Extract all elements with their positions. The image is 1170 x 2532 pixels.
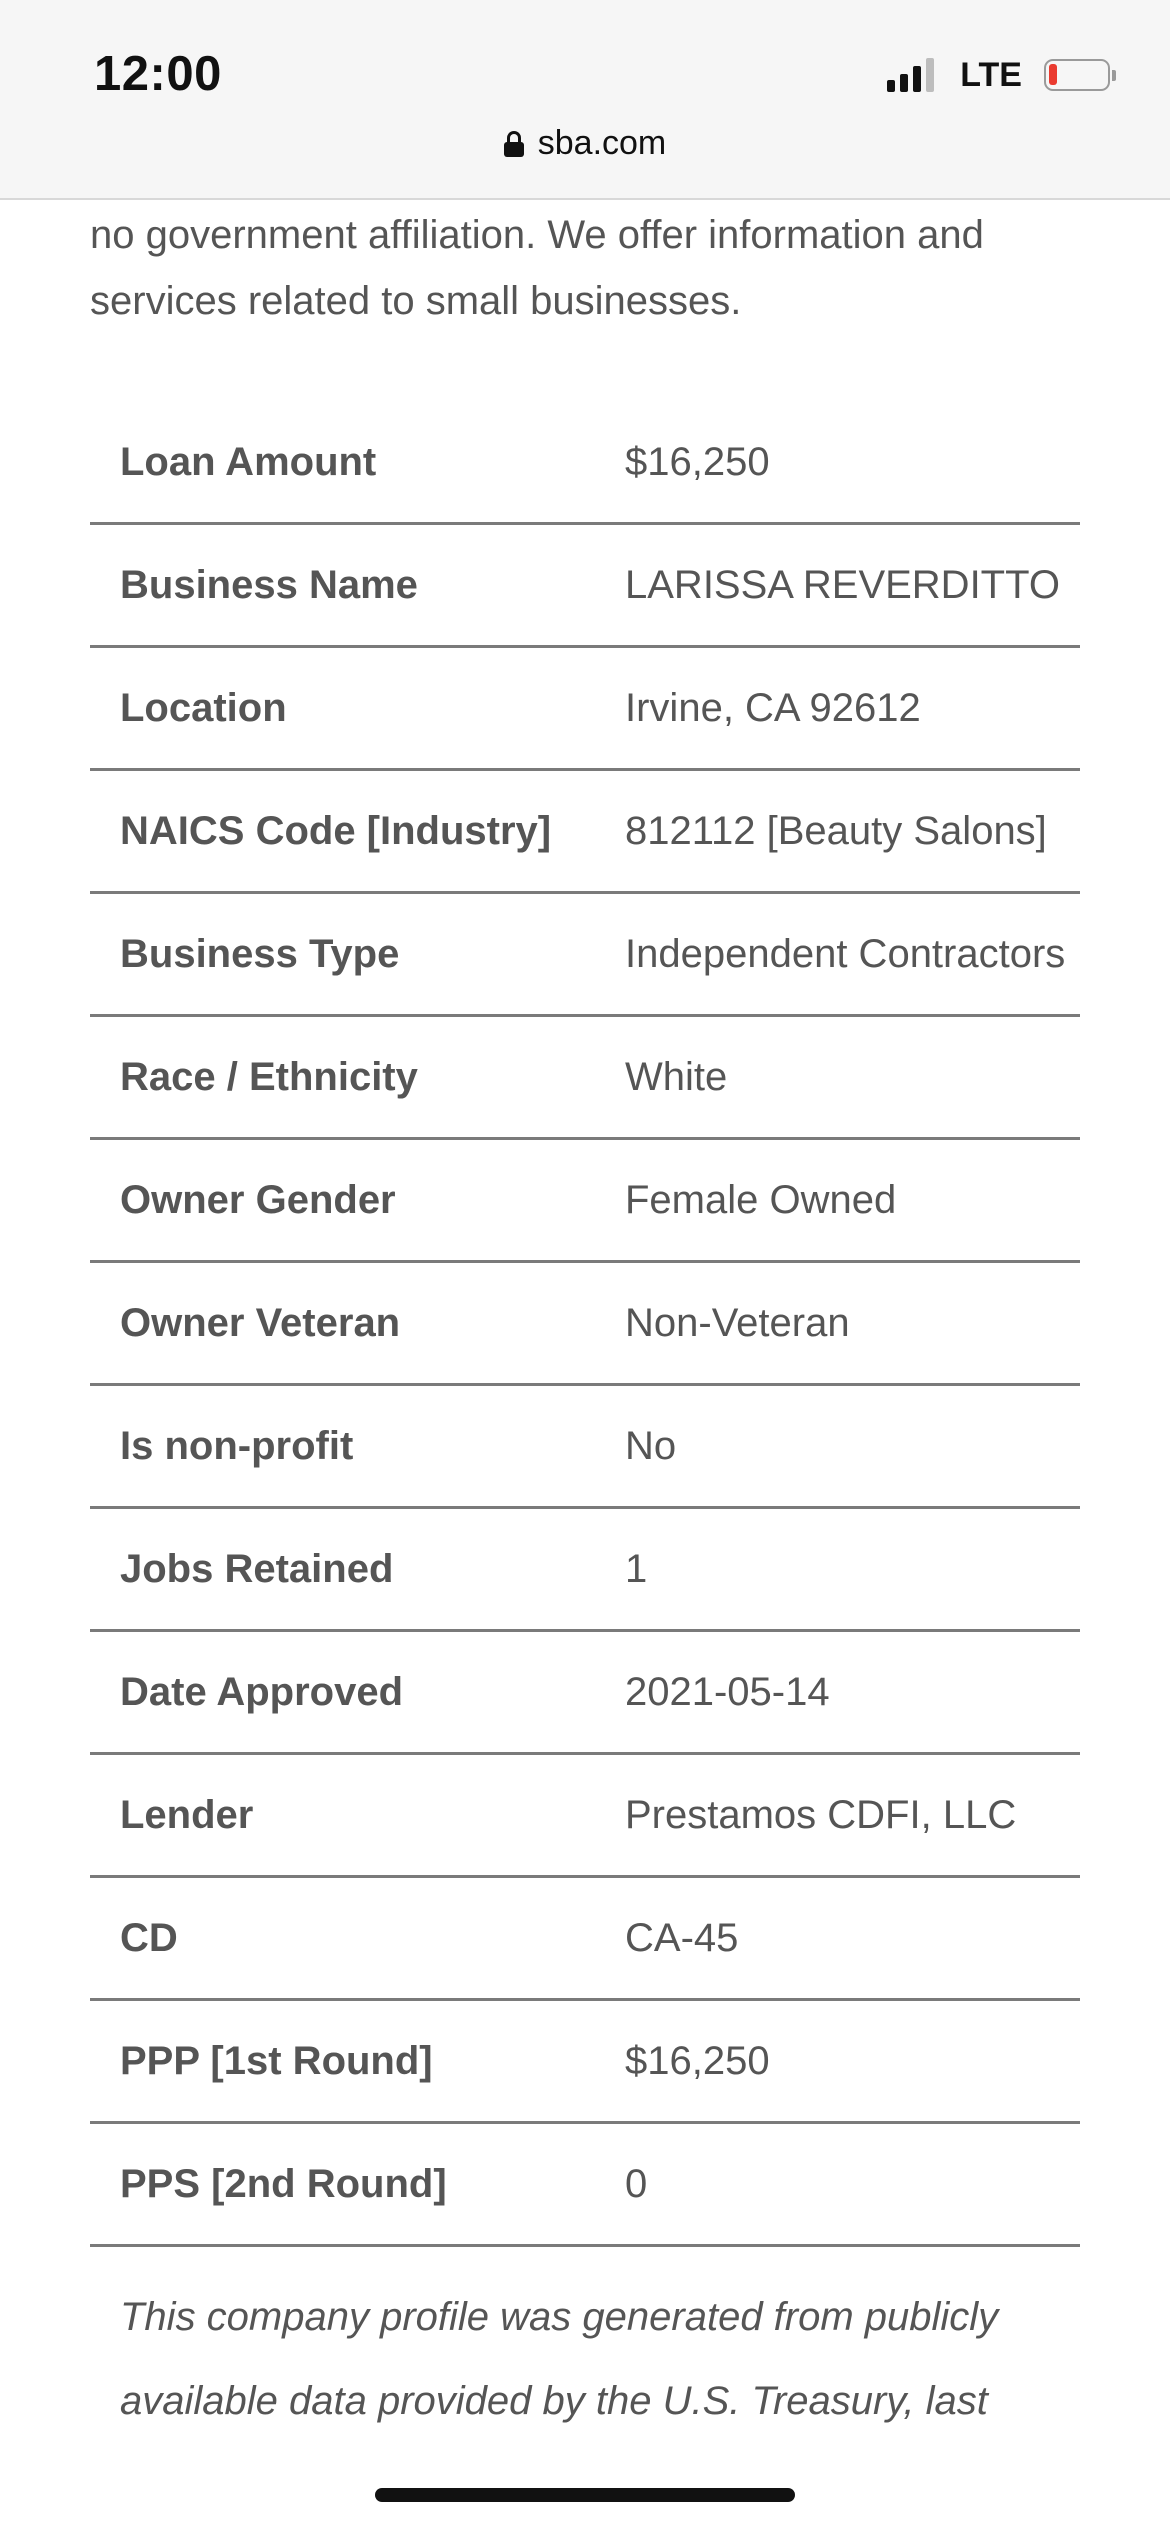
clock: 12:00 [94,47,222,101]
row-value: Independent Contractors [625,932,1066,976]
table-row [90,1139,1080,1262]
row-value: 812112 [Beauty Salons] [625,809,1047,853]
row-label: PPP [1st Round] [120,2039,433,2083]
row-value: 0 [625,2162,648,2206]
row-value: LARISSA REVERDITTO [625,563,1060,607]
table-row [90,1754,1080,1877]
row-value: White [625,1055,728,1099]
row-value: $16,250 [625,2039,770,2083]
row-label: Owner Veteran [120,1301,401,1345]
row-value: Female Owned [625,1178,897,1222]
table-row [90,893,1080,1016]
data-source-note: This company profile was generated from publicly available data provided by the U.S. Treasury, last [120,2295,999,2423]
battery-tip [1112,70,1116,81]
loan-details-table [90,402,1080,2247]
status-bar [0,0,1170,200]
row-label: Business Name [120,563,418,607]
table-row [90,1262,1080,1385]
row-label: Jobs Retained [120,1547,394,1591]
row-value: 2021-05-14 [625,1670,830,1714]
table-row [90,2123,1080,2246]
row-value: No [625,1424,677,1468]
home-indicator[interactable] [375,2488,795,2502]
table-row [90,1631,1080,1754]
url-domain: sba.com [537,124,667,162]
row-label: PPS [2nd Round] [120,2162,447,2206]
cellular-signal-icon [887,58,934,92]
table-row [90,524,1080,647]
page-content [90,198,1080,2443]
row-label: Owner Gender [120,1178,396,1222]
table-row [90,2000,1080,2123]
intro-text: no government affiliation. We offer information and services related to small businesses. [90,213,984,323]
loan-details-body [90,402,1080,2246]
network-type: LTE [960,55,1022,94]
table-row [90,402,1080,524]
lock-icon [504,131,524,157]
row-value: Irvine, CA 92612 [625,686,921,730]
table-row [90,1877,1080,2000]
row-label: Loan Amount [120,440,377,484]
table-row [90,770,1080,893]
row-label: Lender [120,1793,254,1837]
url-bar[interactable] [0,124,1170,163]
table-row [90,1385,1080,1508]
status-indicators [887,53,1116,97]
table-row [90,1016,1080,1139]
row-value: $16,250 [625,440,770,484]
row-label: Business Type [120,932,400,976]
row-label: Location [120,686,287,730]
row-label: Is non-profit [120,1424,354,1468]
row-value: Prestamos CDFI, LLC [625,1793,1017,1837]
row-label: Date Approved [120,1670,404,1714]
row-value: Non-Veteran [625,1301,850,1345]
table-row [90,647,1080,770]
row-label: NAICS Code [Industry] [120,809,552,853]
row-value: 1 [625,1547,648,1591]
row-label: CD [120,1916,178,1960]
table-row [90,1508,1080,1631]
row-value: CA-45 [625,1916,739,1960]
row-label: Race / Ethnicity [120,1055,418,1099]
battery-icon [1044,59,1110,91]
